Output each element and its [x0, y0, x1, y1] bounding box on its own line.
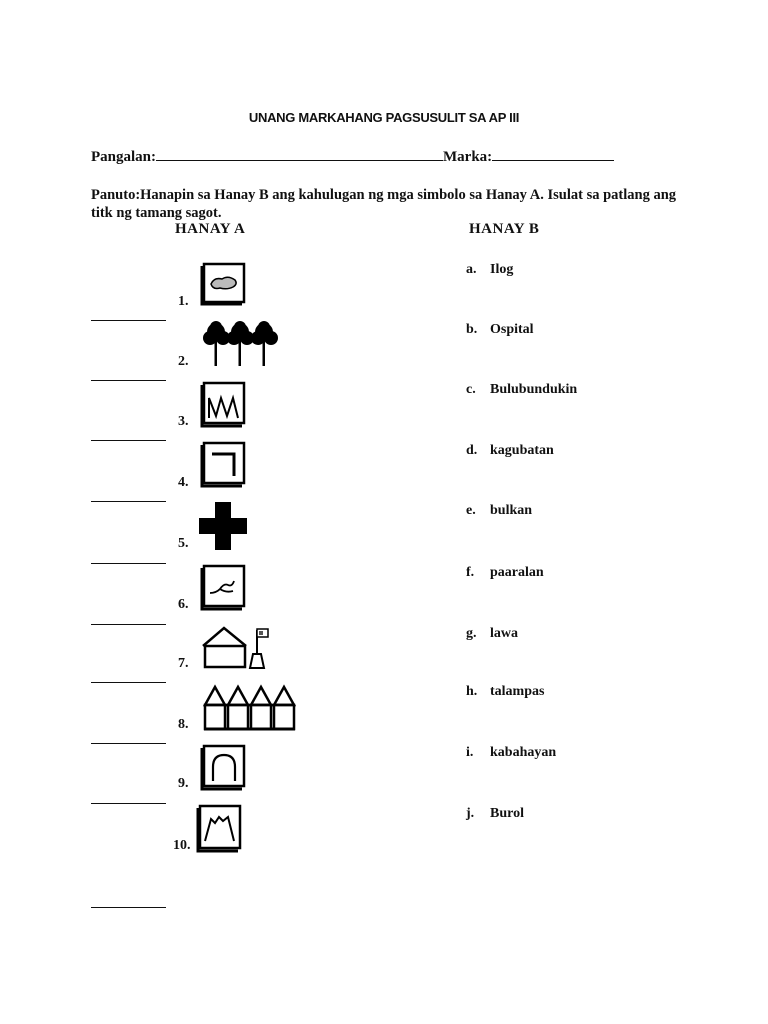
- choice-text: bulkan: [490, 503, 533, 518]
- score-field[interactable]: [492, 147, 614, 161]
- choice-d: [466, 443, 554, 459]
- answer-blank-7[interactable]: [91, 682, 166, 683]
- name-field[interactable]: [156, 147, 443, 161]
- choice-letter: g.: [466, 626, 477, 641]
- choice-c: [466, 382, 577, 398]
- answer-blank-5[interactable]: [91, 563, 166, 564]
- item-number: 5.: [178, 536, 189, 551]
- choice-letter: j.: [466, 806, 475, 821]
- river-symbol-icon: [200, 563, 248, 611]
- choice-text: Bulubundukin: [490, 382, 578, 397]
- choice-j: [466, 806, 524, 822]
- choice-text: kabahayan: [490, 745, 557, 760]
- item-number: 8.: [178, 717, 189, 732]
- name-score-row: [91, 147, 614, 166]
- answer-blank-8[interactable]: [91, 743, 166, 744]
- choice-text: talampas: [490, 684, 545, 699]
- choice-text: lawa: [490, 626, 518, 641]
- choice-text: Burol: [490, 806, 524, 821]
- choice-a: [466, 262, 513, 278]
- choice-e: [466, 503, 532, 519]
- answer-blank-4[interactable]: [91, 501, 166, 502]
- choice-letter: e.: [466, 503, 476, 518]
- column-b-heading: HANAY B: [469, 221, 540, 237]
- page-title: UNANG MARKAHANG PAGSUSULIT SA AP III: [248, 110, 520, 125]
- houses-row-icon: [202, 683, 296, 733]
- choice-f: [466, 565, 544, 581]
- choice-text: Ilog: [490, 262, 514, 277]
- mountain-range-symbol-icon: [200, 380, 248, 428]
- lake-symbol-icon: [200, 260, 248, 306]
- instructions: Panuto:Hanapin sa Hanay B ang kahulugan ng mga simbolo sa Hanay A. Isulat sa patlang ang titk ng tamang sagot.: [91, 187, 677, 221]
- choice-text: kagubatan: [490, 443, 554, 458]
- choice-letter: b.: [466, 322, 478, 337]
- answer-blank-9[interactable]: [91, 803, 166, 804]
- choice-text: Ospital: [490, 322, 534, 337]
- name-label: Pangalan:: [91, 149, 157, 165]
- choice-g: [466, 626, 518, 642]
- choice-i: [466, 745, 556, 761]
- score-label: Marka:: [443, 149, 493, 165]
- choice-b: [466, 322, 534, 338]
- hill-symbol-icon: [200, 743, 248, 791]
- choice-letter: h.: [466, 684, 478, 699]
- choice-text: paaralan: [490, 565, 544, 580]
- school-with-flag-icon: [200, 624, 272, 670]
- choice-letter: c.: [466, 382, 476, 397]
- answer-blank-6[interactable]: [91, 624, 166, 625]
- choice-letter: a.: [466, 262, 477, 277]
- column-a-heading: HANAY A: [175, 221, 246, 237]
- item-number: 10.: [173, 838, 191, 853]
- item-number: 1.: [178, 294, 189, 309]
- item-number: 6.: [178, 597, 189, 612]
- item-number: 9.: [178, 776, 189, 791]
- item-number: 4.: [178, 475, 189, 490]
- item-number: 3.: [178, 414, 189, 429]
- choice-letter: f.: [466, 565, 475, 580]
- plateau-symbol-icon: [196, 803, 244, 853]
- answer-blank-1[interactable]: [91, 320, 166, 321]
- answer-blank-10[interactable]: [91, 907, 166, 908]
- corner-symbol-icon: [200, 440, 248, 488]
- item-number: 2.: [178, 354, 189, 369]
- hospital-cross-icon: [199, 502, 247, 550]
- forest-symbol-icon: [203, 318, 281, 368]
- item-number: 7.: [178, 656, 189, 671]
- answer-blank-3[interactable]: [91, 440, 166, 441]
- choice-h: [466, 684, 544, 700]
- choice-letter: i.: [466, 745, 474, 760]
- choice-letter: d.: [466, 443, 478, 458]
- answer-blank-2[interactable]: [91, 380, 166, 381]
